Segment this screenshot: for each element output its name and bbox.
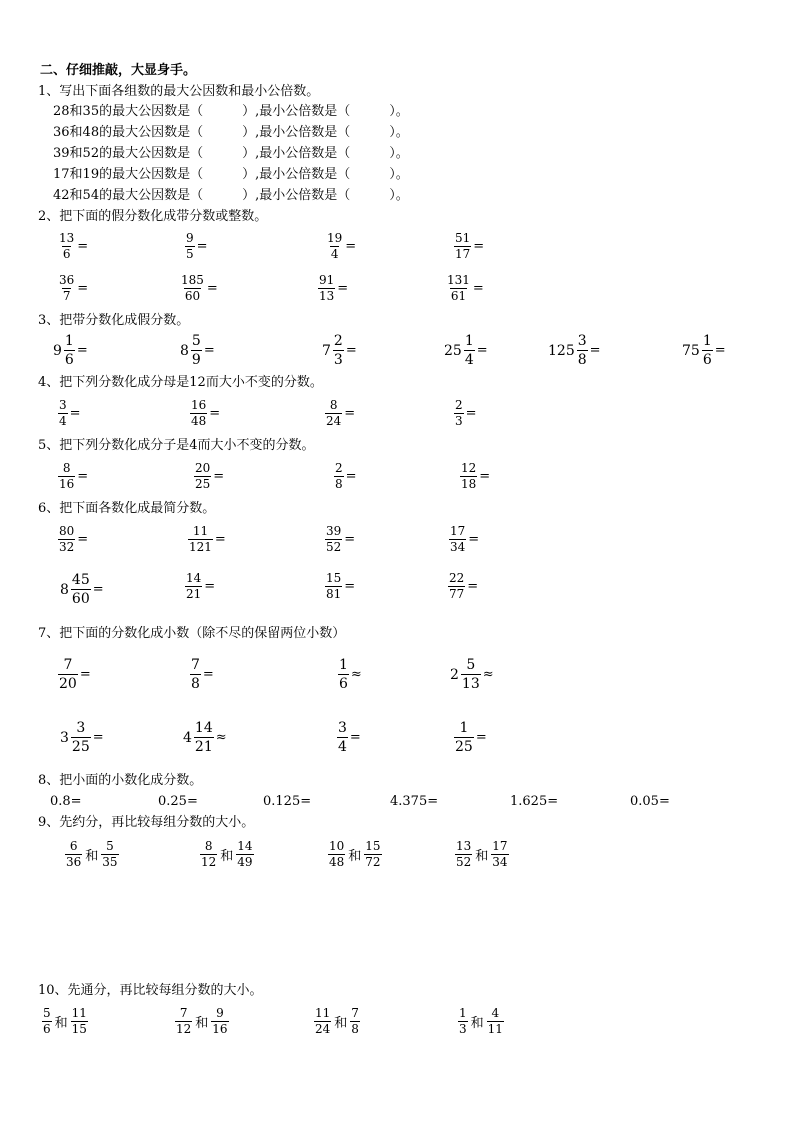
exercise-item bbox=[188, 525, 226, 554]
whole-number: 125 bbox=[548, 342, 575, 359]
operator-symbol: = bbox=[476, 343, 488, 358]
operator-symbol: = bbox=[465, 406, 477, 421]
operator-symbol: = bbox=[472, 281, 484, 296]
fraction-numerator: 1 bbox=[64, 333, 74, 349]
exercise-item bbox=[180, 333, 215, 368]
fraction-numerator: 2 bbox=[455, 398, 463, 412]
fraction-pair bbox=[65, 840, 119, 869]
operator-symbol: = bbox=[209, 406, 221, 421]
fraction-pair bbox=[314, 1007, 360, 1036]
whole-number: 8 bbox=[60, 581, 69, 598]
fraction bbox=[487, 1007, 504, 1036]
fraction bbox=[211, 1007, 228, 1036]
operator-symbol: = bbox=[77, 532, 89, 547]
fraction bbox=[194, 720, 214, 755]
pair-connector: 和 bbox=[195, 1016, 209, 1031]
fraction bbox=[328, 840, 345, 869]
decimal-item: 1.625= bbox=[510, 794, 559, 809]
fraction-denominator: 20 bbox=[59, 676, 77, 692]
question-2-title: 2、把下面的假分数化成带分数或整数。 bbox=[38, 209, 268, 224]
operator-symbol: = bbox=[76, 343, 88, 358]
exercise-item bbox=[60, 572, 104, 607]
fraction bbox=[236, 840, 253, 869]
exercise-item bbox=[183, 720, 227, 755]
exercise-item bbox=[454, 399, 477, 428]
exercise-item bbox=[448, 572, 478, 601]
operator-symbol: = bbox=[92, 730, 104, 745]
fraction bbox=[71, 572, 91, 607]
fraction-denominator: 4 bbox=[464, 352, 474, 368]
pair-connector: 和 bbox=[220, 849, 234, 864]
fraction-denominator: 13 bbox=[319, 289, 335, 303]
fraction bbox=[58, 399, 68, 428]
exercise-item bbox=[325, 572, 355, 601]
fraction-denominator: 8 bbox=[351, 1022, 359, 1036]
fraction-numerator: 9 bbox=[216, 1006, 224, 1020]
fraction bbox=[702, 333, 713, 368]
operator-symbol: = bbox=[77, 469, 89, 484]
operator-symbol: = bbox=[203, 343, 215, 358]
fraction-denominator: 24 bbox=[326, 414, 342, 428]
operator-symbol: = bbox=[345, 239, 357, 254]
fraction bbox=[364, 840, 381, 869]
pair-connector: 和 bbox=[348, 849, 362, 864]
fraction bbox=[188, 525, 213, 554]
exercise-item bbox=[450, 657, 494, 692]
operator-symbol: = bbox=[204, 579, 216, 594]
fraction-denominator: 52 bbox=[326, 540, 342, 554]
fraction bbox=[175, 1007, 192, 1036]
operator-symbol: ≈ bbox=[215, 730, 227, 745]
exercise-item bbox=[58, 232, 88, 261]
fraction bbox=[101, 840, 118, 869]
fraction-numerator: 7 bbox=[351, 1006, 359, 1020]
fraction-numerator: 91 bbox=[319, 273, 335, 287]
operator-symbol: = bbox=[344, 579, 356, 594]
question-3-title: 3、把带分数化成假分数。 bbox=[38, 313, 190, 328]
fraction-numerator: 39 bbox=[326, 524, 342, 538]
fraction-denominator: 8 bbox=[335, 477, 343, 491]
fraction-numerator: 7 bbox=[63, 657, 73, 673]
fraction-numerator: 1 bbox=[339, 657, 348, 673]
fraction-denominator: 17 bbox=[455, 247, 471, 261]
exercise-item bbox=[460, 462, 490, 491]
fraction-numerator: 1 bbox=[459, 1006, 467, 1020]
exercise-item bbox=[449, 525, 479, 554]
fraction bbox=[191, 333, 202, 368]
question-1-row: 28和35的最大公因数是（ ）,最小公倍数是（ ）。 bbox=[53, 104, 409, 119]
fraction bbox=[491, 840, 508, 869]
fraction bbox=[446, 274, 471, 303]
fraction bbox=[334, 462, 344, 491]
fraction bbox=[458, 1007, 468, 1036]
fraction-numerator: 3 bbox=[76, 720, 86, 736]
fraction-pair bbox=[455, 840, 509, 869]
fraction-denominator: 49 bbox=[237, 855, 253, 869]
fraction bbox=[200, 840, 217, 869]
fraction bbox=[194, 462, 211, 491]
exercise-item bbox=[180, 274, 218, 303]
fraction-denominator: 12 bbox=[201, 855, 217, 869]
fraction-denominator: 11 bbox=[487, 1022, 503, 1036]
decimal-item: 0.8= bbox=[50, 794, 82, 809]
fraction-numerator: 6 bbox=[69, 839, 78, 853]
exercise-item bbox=[454, 232, 484, 261]
fraction bbox=[464, 333, 475, 368]
fraction-numerator: 11 bbox=[71, 1006, 87, 1020]
fraction-pair bbox=[328, 840, 382, 869]
fraction-numerator: 17 bbox=[492, 839, 508, 853]
exercise-item bbox=[454, 720, 487, 755]
operator-symbol: = bbox=[475, 730, 487, 745]
operator-symbol: ≈ bbox=[350, 667, 362, 682]
fraction-denominator: 52 bbox=[456, 855, 472, 869]
fraction-numerator: 5 bbox=[191, 333, 201, 349]
fraction-denominator: 6 bbox=[339, 676, 348, 692]
fraction-pair bbox=[458, 1007, 504, 1036]
question-1-row: 17和19的最大公因数是（ ）,最小公倍数是（ ）。 bbox=[53, 167, 409, 182]
operator-symbol: = bbox=[69, 406, 81, 421]
operator-symbol: = bbox=[92, 582, 104, 597]
exercise-item bbox=[338, 657, 362, 692]
pair-connector: 和 bbox=[475, 849, 489, 864]
fraction-denominator: 6 bbox=[62, 247, 71, 261]
fraction bbox=[326, 232, 343, 261]
fraction-denominator: 48 bbox=[329, 855, 345, 869]
operator-symbol: = bbox=[345, 343, 357, 358]
operator-symbol: = bbox=[349, 730, 361, 745]
decimal-item: 0.05= bbox=[630, 794, 670, 809]
fraction bbox=[58, 462, 75, 491]
section-heading: 二、仔细推敲，大显身手。 bbox=[40, 63, 197, 78]
exercise-item bbox=[60, 720, 104, 755]
fraction-denominator: 81 bbox=[326, 587, 342, 601]
fraction-numerator: 3 bbox=[577, 333, 587, 349]
fraction-denominator: 25 bbox=[455, 739, 473, 755]
operator-symbol: = bbox=[202, 667, 214, 682]
fraction bbox=[58, 657, 78, 692]
fraction-denominator: 34 bbox=[492, 855, 508, 869]
operator-symbol: = bbox=[344, 532, 356, 547]
fraction-numerator: 14 bbox=[237, 839, 253, 853]
fraction bbox=[185, 572, 202, 601]
exercise-item bbox=[322, 333, 357, 368]
fraction-numerator: 5 bbox=[43, 1006, 51, 1020]
operator-symbol: = bbox=[467, 579, 479, 594]
exercise-item bbox=[337, 720, 361, 755]
fraction-numerator: 2 bbox=[335, 461, 343, 475]
fraction-numerator: 1 bbox=[702, 333, 712, 349]
fraction-denominator: 24 bbox=[315, 1022, 331, 1036]
question-1-row: 42和54的最大公因数是（ ）,最小公倍数是（ ）。 bbox=[53, 188, 409, 203]
fraction bbox=[65, 840, 82, 869]
fraction-numerator: 15 bbox=[326, 571, 342, 585]
fraction-numerator: 13 bbox=[59, 231, 75, 245]
exercise-item bbox=[190, 657, 214, 692]
whole-number: 75 bbox=[682, 342, 700, 359]
fraction-numerator: 15 bbox=[365, 839, 381, 853]
fraction-numerator: 11 bbox=[315, 1006, 331, 1020]
question-9-title: 9、先约分，再比较每组分数的大小。 bbox=[38, 815, 255, 830]
question-5-title: 5、把下列分数化成分子是4而大小不变的分数。 bbox=[38, 438, 315, 453]
fraction bbox=[333, 333, 344, 368]
exercise-item bbox=[334, 462, 357, 491]
fraction bbox=[461, 657, 481, 692]
exercise-item bbox=[190, 399, 220, 428]
fraction-denominator: 3 bbox=[455, 414, 463, 428]
fraction-denominator: 4 bbox=[330, 247, 339, 261]
whole-number: 7 bbox=[322, 342, 331, 359]
fraction-denominator: 8 bbox=[577, 352, 587, 368]
fraction-numerator: 8 bbox=[62, 461, 71, 475]
fraction-denominator: 21 bbox=[194, 739, 213, 755]
fraction-numerator: 3 bbox=[59, 398, 67, 412]
fraction bbox=[71, 720, 91, 755]
fraction-numerator: 185 bbox=[181, 273, 204, 287]
fraction-numerator: 7 bbox=[179, 1006, 188, 1020]
decimal-item: 0.25= bbox=[158, 794, 198, 809]
fraction-numerator: 13 bbox=[456, 839, 472, 853]
fraction-numerator: 1 bbox=[459, 720, 469, 736]
fraction-numerator: 9 bbox=[186, 231, 194, 245]
operator-symbol: ≈ bbox=[482, 667, 494, 682]
fraction bbox=[448, 572, 465, 601]
operator-symbol: = bbox=[214, 532, 226, 547]
exercise-item bbox=[325, 399, 355, 428]
operator-symbol: = bbox=[473, 239, 485, 254]
operator-symbol: = bbox=[79, 667, 91, 682]
fraction-numerator: 3 bbox=[338, 720, 347, 736]
whole-number: 4 bbox=[183, 729, 192, 746]
fraction-numerator: 11 bbox=[192, 524, 209, 538]
operator-symbol: = bbox=[344, 406, 356, 421]
pair-connector: 和 bbox=[470, 1016, 484, 1031]
fraction bbox=[454, 232, 471, 261]
fraction-numerator: 12 bbox=[461, 461, 477, 475]
decimal-item: 0.125= bbox=[263, 794, 312, 809]
fraction-denominator: 16 bbox=[212, 1022, 228, 1036]
fraction-denominator: 3 bbox=[459, 1022, 467, 1036]
question-8-title: 8、把小面的小数化成分数。 bbox=[38, 773, 203, 788]
operator-symbol: = bbox=[345, 469, 357, 484]
operator-symbol: = bbox=[77, 239, 89, 254]
question-7-title: 7、把下面的分数化成小数（除不尽的保留两位小数） bbox=[38, 626, 346, 641]
fraction-numerator: 7 bbox=[191, 657, 200, 673]
operator-symbol: = bbox=[196, 239, 208, 254]
question-1-row: 36和48的最大公因数是（ ）,最小公倍数是（ ）。 bbox=[53, 125, 409, 140]
whole-number: 25 bbox=[444, 342, 462, 359]
exercise-item bbox=[318, 274, 348, 303]
fraction-denominator: 4 bbox=[59, 414, 67, 428]
exercise-item bbox=[444, 333, 488, 368]
fraction bbox=[318, 274, 335, 303]
fraction bbox=[180, 274, 205, 303]
fraction-numerator: 22 bbox=[449, 571, 465, 585]
fraction-denominator: 121 bbox=[189, 540, 212, 554]
fraction-numerator: 19 bbox=[327, 231, 343, 245]
fraction-numerator: 2 bbox=[333, 333, 343, 349]
fraction-numerator: 5 bbox=[466, 657, 476, 673]
fraction-denominator: 35 bbox=[102, 855, 118, 869]
fraction-numerator: 4 bbox=[491, 1006, 500, 1020]
whole-number: 3 bbox=[60, 729, 69, 746]
fraction bbox=[454, 399, 464, 428]
fraction-numerator: 14 bbox=[194, 720, 213, 736]
fraction-numerator: 131 bbox=[447, 273, 470, 287]
operator-symbol: = bbox=[479, 469, 491, 484]
fraction bbox=[325, 399, 342, 428]
fraction bbox=[577, 333, 588, 368]
fraction-pair bbox=[42, 1007, 88, 1036]
whole-number: 2 bbox=[450, 666, 459, 683]
fraction-numerator: 45 bbox=[71, 572, 90, 588]
exercise-item bbox=[58, 462, 88, 491]
fraction bbox=[455, 840, 472, 869]
fraction-numerator: 10 bbox=[329, 839, 345, 853]
fraction-denominator: 25 bbox=[71, 739, 90, 755]
exercise-item bbox=[185, 572, 215, 601]
exercise-item bbox=[326, 232, 356, 261]
question-1-row: 39和52的最大公因数是（ ）,最小公倍数是（ ）。 bbox=[53, 146, 409, 161]
fraction bbox=[58, 232, 75, 261]
fraction-numerator: 14 bbox=[186, 571, 202, 585]
operator-symbol: = bbox=[714, 343, 726, 358]
fraction-denominator: 6 bbox=[64, 352, 74, 368]
fraction-denominator: 32 bbox=[59, 540, 75, 554]
operator-symbol: = bbox=[213, 469, 225, 484]
fraction bbox=[190, 399, 207, 428]
fraction bbox=[460, 462, 477, 491]
fraction-denominator: 72 bbox=[365, 855, 381, 869]
fraction-denominator: 25 bbox=[195, 477, 211, 491]
fraction bbox=[64, 333, 75, 368]
exercise-item bbox=[446, 274, 484, 303]
fraction-denominator: 3 bbox=[333, 352, 343, 368]
fraction bbox=[71, 1007, 88, 1036]
whole-number: 9 bbox=[53, 342, 62, 359]
fraction-denominator: 7 bbox=[62, 289, 71, 303]
fraction-numerator: 16 bbox=[191, 398, 207, 412]
fraction bbox=[325, 525, 342, 554]
fraction-denominator: 13 bbox=[461, 676, 480, 692]
fraction-denominator: 61 bbox=[450, 289, 467, 303]
fraction bbox=[185, 232, 195, 261]
fraction bbox=[350, 1007, 360, 1036]
fraction-numerator: 20 bbox=[195, 461, 211, 475]
question-4-title: 4、把下列分数化成分母是12而大小不变的分数。 bbox=[38, 375, 323, 390]
fraction-numerator: 17 bbox=[450, 524, 466, 538]
fraction-pair bbox=[200, 840, 254, 869]
operator-symbol: = bbox=[206, 281, 218, 296]
fraction bbox=[338, 657, 349, 692]
fraction-denominator: 48 bbox=[191, 414, 207, 428]
exercise-item bbox=[53, 333, 88, 368]
fraction-numerator: 80 bbox=[59, 524, 75, 538]
fraction bbox=[337, 720, 348, 755]
question-1-title: 1、写出下面各组数的最大公因数和最小公倍数。 bbox=[38, 84, 320, 99]
fraction-denominator: 6 bbox=[43, 1022, 51, 1036]
exercise-item bbox=[58, 657, 91, 692]
exercise-item bbox=[185, 232, 208, 261]
fraction bbox=[454, 720, 474, 755]
fraction bbox=[42, 1007, 52, 1036]
exercise-item bbox=[194, 462, 224, 491]
fraction-denominator: 34 bbox=[450, 540, 466, 554]
pair-connector: 和 bbox=[85, 849, 99, 864]
fraction-numerator: 36 bbox=[59, 273, 75, 287]
exercise-item bbox=[58, 274, 88, 303]
fraction bbox=[190, 657, 201, 692]
question-6-title: 6、把下面各数化成最简分数。 bbox=[38, 501, 216, 516]
question-10-title: 10、先通分，再比较每组分数的大小。 bbox=[38, 983, 263, 998]
fraction-denominator: 21 bbox=[186, 587, 202, 601]
exercise-item bbox=[682, 333, 726, 368]
exercise-item bbox=[58, 525, 88, 554]
operator-symbol: = bbox=[468, 532, 480, 547]
fraction-denominator: 5 bbox=[186, 247, 194, 261]
fraction-denominator: 15 bbox=[71, 1022, 87, 1036]
fraction bbox=[58, 274, 75, 303]
exercise-item bbox=[58, 399, 81, 428]
fraction-denominator: 60 bbox=[184, 289, 201, 303]
operator-symbol: = bbox=[77, 281, 89, 296]
whole-number: 8 bbox=[180, 342, 189, 359]
fraction-numerator: 5 bbox=[106, 839, 114, 853]
fraction-numerator: 51 bbox=[455, 231, 471, 245]
fraction-numerator: 1 bbox=[464, 333, 474, 349]
fraction-denominator: 16 bbox=[59, 477, 75, 491]
fraction-denominator: 6 bbox=[702, 352, 712, 368]
exercise-item bbox=[325, 525, 355, 554]
fraction-denominator: 9 bbox=[191, 352, 201, 368]
operator-symbol: = bbox=[337, 281, 349, 296]
fraction bbox=[314, 1007, 331, 1036]
fraction-denominator: 8 bbox=[191, 676, 200, 692]
fraction-denominator: 12 bbox=[176, 1022, 192, 1036]
pair-connector: 和 bbox=[54, 1016, 68, 1031]
fraction-denominator: 4 bbox=[338, 739, 347, 755]
fraction-denominator: 77 bbox=[449, 587, 465, 601]
decimal-item: 4.375= bbox=[390, 794, 439, 809]
exercise-item bbox=[548, 333, 601, 368]
fraction-numerator: 8 bbox=[329, 398, 338, 412]
fraction-denominator: 60 bbox=[71, 591, 90, 607]
fraction bbox=[58, 525, 75, 554]
fraction-numerator: 8 bbox=[204, 839, 213, 853]
fraction-denominator: 36 bbox=[66, 855, 82, 869]
fraction-pair bbox=[175, 1007, 229, 1036]
operator-symbol: = bbox=[589, 343, 601, 358]
fraction-denominator: 18 bbox=[461, 477, 477, 491]
fraction bbox=[325, 572, 342, 601]
fraction bbox=[449, 525, 466, 554]
pair-connector: 和 bbox=[334, 1016, 348, 1031]
